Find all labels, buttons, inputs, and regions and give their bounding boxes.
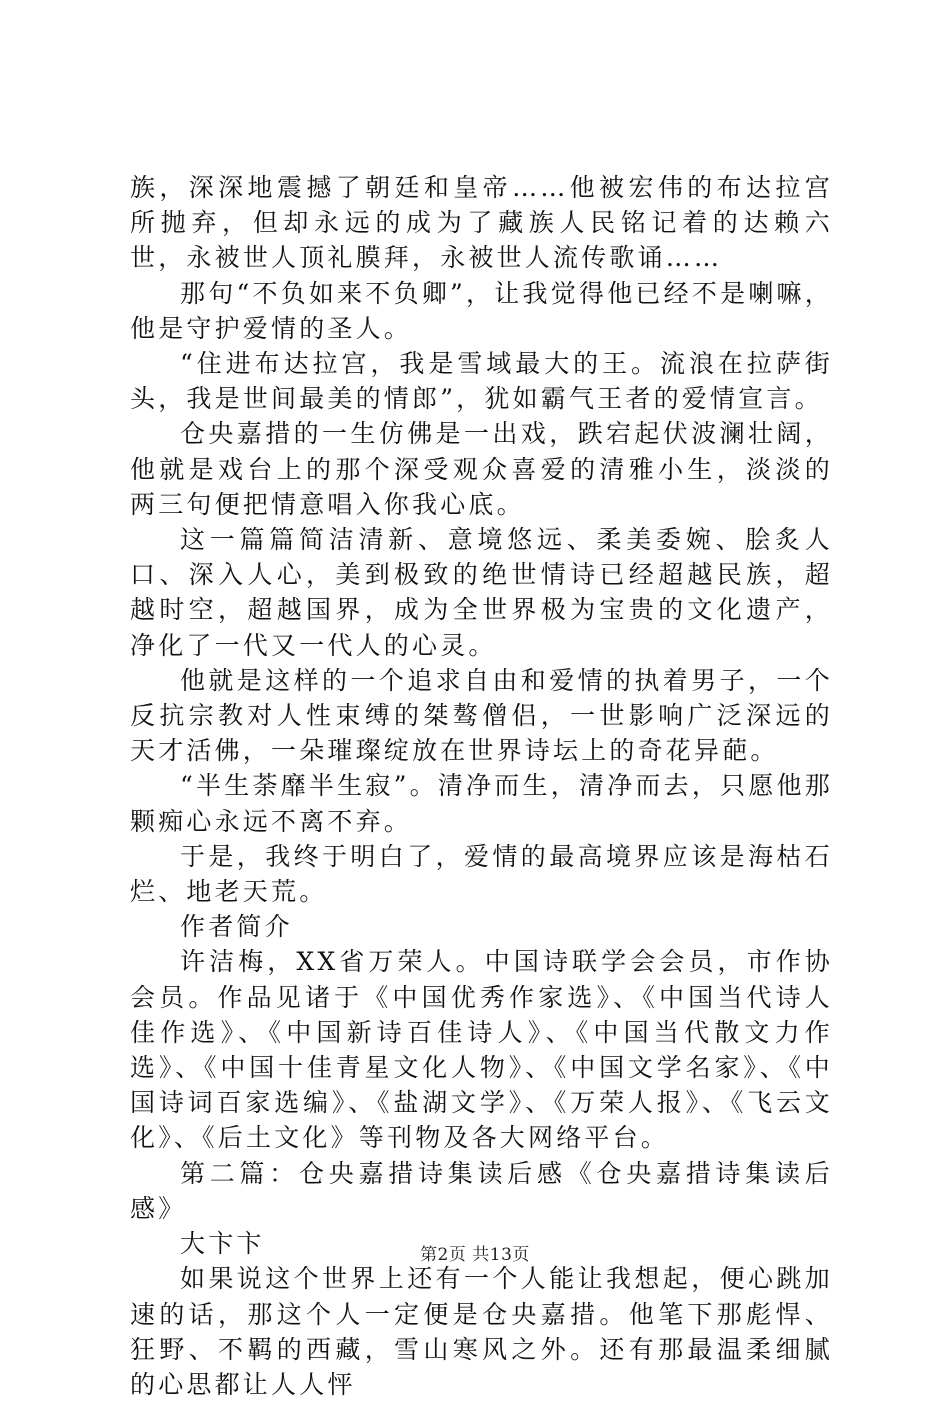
section-author: 大卞卞 — [180, 1229, 265, 1259]
paragraph-4: 仓央嘉措的一生仿佛是一出戏，跌宕起伏波澜壮阔，他就是戏台上的那个深受观众喜爱的清雅小生，淡淡的两三句便把情意唱入你我心底。 — [130, 419, 833, 519]
author-heading: 作者简介 — [180, 912, 293, 942]
paragraph-2: 那句“不负如来不负卿”，让我觉得他已经不是喇嘛，他是守护爱情的圣人。 — [130, 278, 833, 343]
paragraph-6: 他就是这样的一个追求自由和爱情的执着男子，一个反抗宗教对人性束缚的桀骜僧侣，一世影响广泛深远的天才活佛，一朵璀璨绽放在世界诗坛上的奇花异葩。 — [130, 665, 833, 766]
paragraph-8: 于是，我终于明白了，爱情的最高境界应该是海枯石烂、地老天荒。 — [130, 841, 833, 907]
paragraph-1: 族，深深地震撼了朝廷和皇帝……他被宏伟的布达拉宫所抛弃，但却永远的成为了藏族人民铭记着的达赖六世，永被世人顶礼膜拜，永被世人流传歌诵…… — [130, 173, 833, 273]
document-body — [130, 170, 833, 1402]
paragraph-5: 这一篇篇简洁清新、意境悠远、柔美委婉、脍炙人口、深入人心，美到极致的绝世情诗已经超越民族，超越时空，超越国界，成为全世界极为宝贵的文化遗产，净化了一代又一代人的心灵。 — [130, 525, 833, 660]
paragraph-13: 如果说这个世界上还有一个人能让我想起，便心跳加速的话，那这个人一定便是仓央嘉措。他笔下那彪悍、狂野、不羁的西藏，雪山寒风之外。还有那最温柔细腻的心思都让人人怦 — [130, 1264, 833, 1399]
section-title: 第二篇：仓央嘉措诗集读后感《仓央嘉措诗集读后感》 — [130, 1158, 833, 1223]
author-bio: 许洁梅，XX省万荣人。中国诗联学会会员，市作协会员。作品见诸于《中国优秀作家选》、《中国当代诗人佳作选》、《中国新诗百佳诗人》、《中国当代散文力作选》、《中国十佳青星文化人物》、《中国文学名家》、《中国诗词百家选编》、《盐湖文学》、《万荣人报》、《飞云文化》、《后土文化》等刊物及各大网络平台。 — [130, 947, 833, 1153]
paragraph-7: “半生荼靡半生寂”。清净而生，清净而去，只愿他那颗痴心永远不离不弃。 — [130, 771, 833, 836]
paragraph-3: “住进布达拉宫，我是雪域最大的王。流浪在拉萨街头，我是世间最美的情郎”，犹如霸气王者的爱情宣言。 — [130, 349, 833, 414]
page-number-footer: 第2页 共13页 — [420, 1245, 530, 1265]
